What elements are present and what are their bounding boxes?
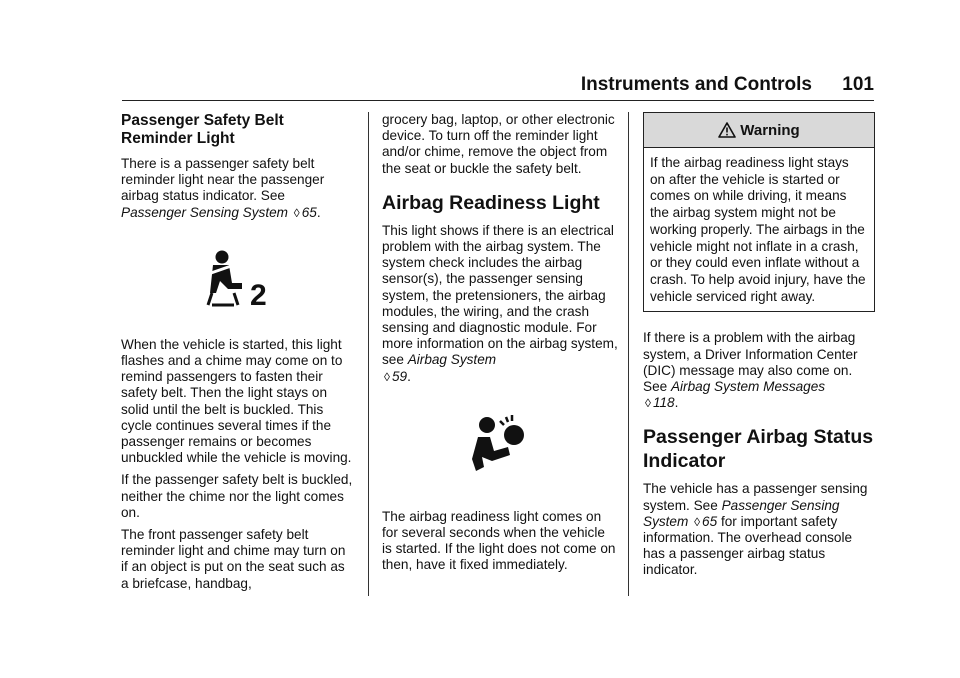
paragraph: There is a passenger safety belt reminder light near the passenger airbag status indicator. See Passenger Sensing System ◊ 65. bbox=[121, 156, 325, 220]
warning-title: Warning bbox=[740, 121, 800, 139]
cross-reference-link[interactable]: Passenger Sensing System bbox=[121, 204, 288, 220]
column-divider bbox=[628, 112, 629, 596]
paragraph-text: There is a passenger safety belt reminder light near the passenger airbag status indicator. See bbox=[121, 156, 325, 204]
paragraph: This light shows if there is an electrical problem with the airbag system. The system check includes the airbag sensor(s), the passenger sensing system, the pretensioners, the airbag modules, the wiring, and the crash sensing and diagnostic module. For more information on the airbag system, see Airbag System ◊ 59. bbox=[382, 222, 618, 384]
column-1 bbox=[121, 112, 355, 598]
cross-reference-link[interactable]: Airbag System bbox=[407, 352, 497, 368]
paragraph-text: The vehicle has a passenger sensing system. See bbox=[643, 481, 868, 513]
heading-passenger-airbag-status: Passenger Airbag Status Indicator bbox=[643, 426, 874, 473]
column-3 bbox=[643, 112, 875, 585]
xref-symbol: ◊ bbox=[645, 396, 651, 411]
page-number: 101 bbox=[842, 74, 874, 95]
paragraph bbox=[643, 481, 875, 578]
airbag-readiness-icon bbox=[460, 413, 540, 473]
paragraph: If the passenger safety belt is buckled, neither the chime nor the light comes on. bbox=[121, 472, 353, 520]
warning-body: If the airbag readiness light stays on after the vehicle is started or comes on while driving, it means the airbag system might not be working properly. The airbags in the vehicle might not inflate in a crash, or they could even inflate without a crash. To help avoid injury, have the vehicle serviced right away. bbox=[650, 155, 866, 304]
paragraph-text: If there is a problem with the airbag system, a Driver Information Center (DIC) message may also come on. See bbox=[643, 330, 858, 394]
paragraph: grocery bag, laptop, or other electronic device. To turn off the reminder light and/or chime, remove the object from the seat or buckle the safety belt. bbox=[382, 112, 615, 176]
paragraph: The airbag readiness light comes on for several seconds when the vehicle is started. If the light does not come on then, have it fixed immediately. bbox=[382, 508, 616, 573]
cross-reference-page[interactable]: 59 bbox=[391, 368, 408, 384]
section-title: Instruments and Controls bbox=[580, 74, 812, 95]
page-header bbox=[122, 68, 874, 101]
cross-reference-page[interactable]: 65 bbox=[301, 204, 317, 220]
cross-reference-link[interactable]: Airbag System Messages bbox=[670, 378, 826, 394]
seatbelt-reminder-icon bbox=[198, 237, 278, 321]
airbag-readiness-icon-container bbox=[382, 391, 618, 509]
xref-symbol: ◊ bbox=[384, 369, 390, 384]
paragraph: If there is a problem with the airbag system, a Driver Information Center (DIC) message may also come on. See Airbag System Messages ◊ 118. bbox=[643, 330, 858, 411]
heading-safety-belt-reminder: Passenger Safety Belt Reminder Light bbox=[121, 112, 284, 147]
column-2 bbox=[382, 112, 618, 580]
warning-triangle-icon bbox=[718, 122, 736, 138]
warning-header bbox=[644, 113, 874, 148]
paragraph-text: for important safety information. The overhead console has a passenger airbag status indicator. bbox=[643, 513, 853, 578]
paragraph: The front passenger safety belt reminder light and chime may turn on if an object is put on the seat such as a briefcase, handbag, bbox=[121, 527, 346, 591]
cross-reference-page[interactable]: 118 bbox=[652, 395, 675, 411]
heading-airbag-readiness: Airbag Readiness Light bbox=[382, 191, 600, 214]
warning-box bbox=[643, 112, 875, 312]
icon-label: 2 bbox=[250, 278, 267, 312]
seatbelt-reminder-icon-container bbox=[121, 227, 355, 337]
xref-symbol: ◊ bbox=[293, 205, 300, 220]
paragraph: When the vehicle is started, this light flashes and a chime may come on to remind passengers to fasten their safety belt. Then the light stays on solid until the belt is buckled. This cycle continues several times if the passenger remains or becomes unbuckled while the vehicle is moving. bbox=[121, 336, 352, 466]
cross-reference-link[interactable]: Passenger Sensing System bbox=[643, 497, 840, 529]
xref-symbol: ◊ bbox=[694, 514, 701, 529]
paragraph-text: This light shows if there is an electrical problem with the airbag system. The system check includes the airbag sensor(s), the passenger sensing system, the pretensioners, the airbag modules, the wiring, and the crash sensing and diagnostic module. For more information on the airbag system, see bbox=[382, 222, 618, 368]
column-divider bbox=[368, 112, 369, 596]
cross-reference-page[interactable]: 65 bbox=[702, 513, 718, 529]
